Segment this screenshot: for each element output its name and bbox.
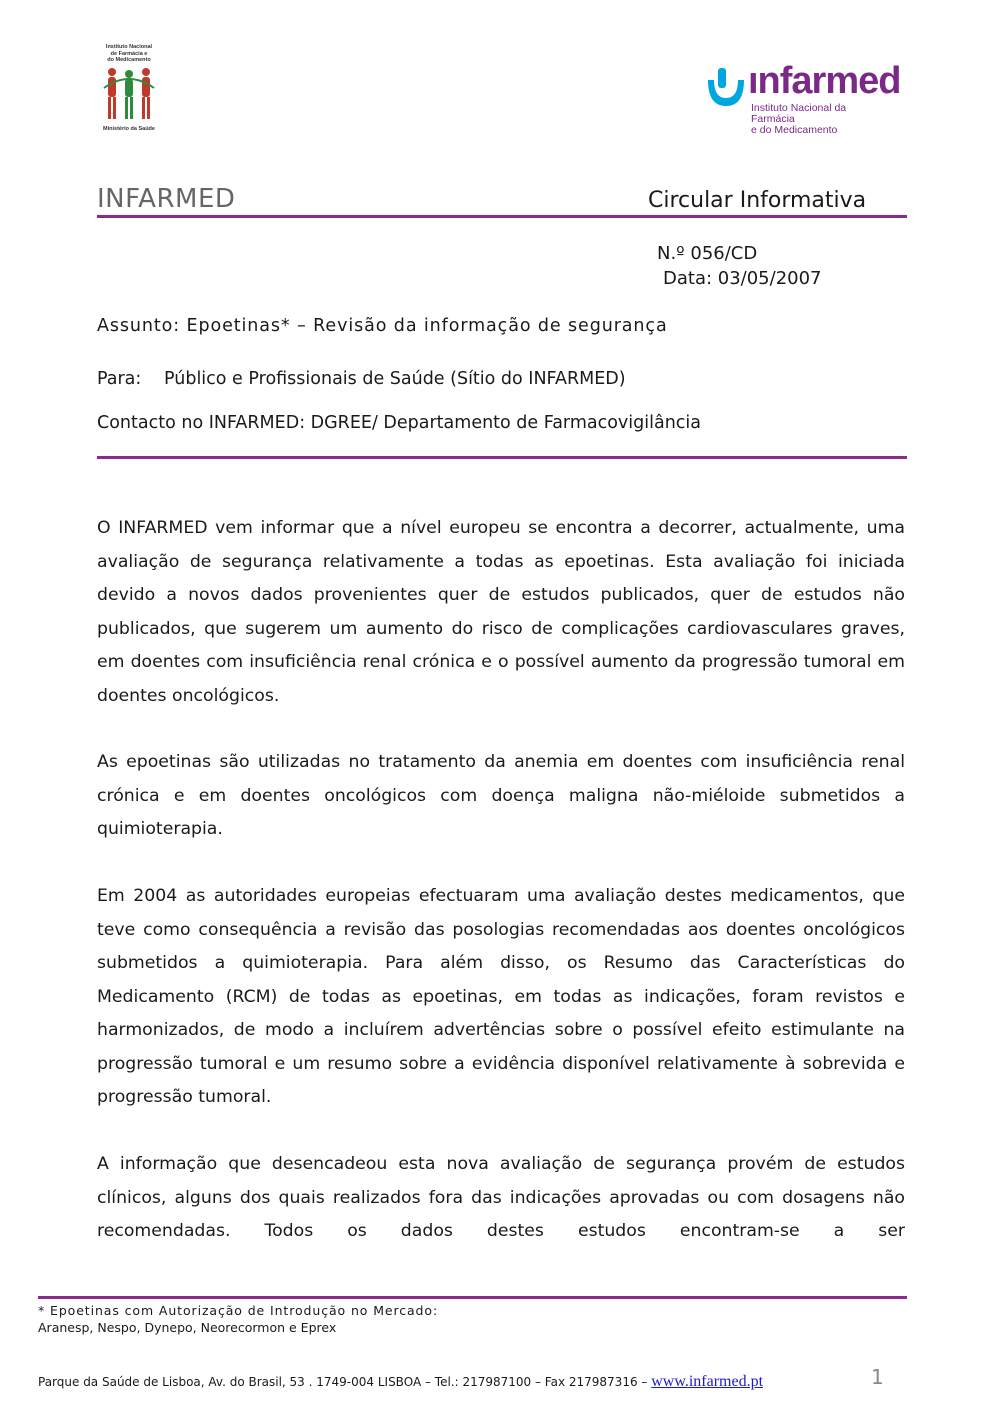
body-paragraph-4: A informação que desencadeou esta nova avaliação de segurança provém de estudos clínicos, alguns dos quais realizados fora das indicações aprovadas ou com dosagens não recomendadas. Todos os dados destes estudos encontram-se a ser	[97, 1154, 905, 1241]
header-organization: INFARMED	[97, 184, 236, 214]
brand-sub-line-2: e do Medicamento	[751, 124, 838, 136]
contact-line: Contacto no INFARMED: DGREE/ Departamento de Farmacovigilância	[97, 413, 701, 433]
recipients-label: Para:	[97, 369, 142, 389]
infarmed-drop-icon	[704, 66, 750, 114]
brand-wordmark: ınfarmed	[748, 60, 901, 102]
infarmed-logo	[704, 60, 901, 136]
footnote-rule	[38, 1296, 907, 1299]
recipients-value: Público e Profissionais de Saúde (Sítio do INFARMED)	[164, 369, 626, 389]
subject-line: Assunto: Epoetinas* – Revisão da informação de segurança	[97, 316, 668, 336]
circular-number: N.º 056/CD	[657, 243, 758, 264]
footnote-line-1: * Epoetinas com Autorização de Introdução no Mercado:	[38, 1303, 439, 1318]
seal-line-2: de Farmácia e	[110, 50, 148, 57]
header-rule	[97, 215, 907, 218]
page-number: 1	[871, 1365, 884, 1389]
brand-subtitle	[751, 103, 884, 136]
footer-address-text: Parque da Saúde de Lisboa, Av. do Brasil, 53 . 1749-004 LISBOA – Tel.: 217987100 – Fax 217987316 –	[38, 1375, 652, 1389]
body-paragraph-3: Em 2004 as autoridades europeias efectuaram uma avaliação destes medicamentos, que teve como consequência a revisão das posologias recomendadas aos doentes oncológicos submetidos a quimioterapia. Para além disso, os Resumo das Características do Medicamento (RCM) de todas as epoetinas, em todas as indicações, foram revistos e harmonizados, de modo a incluírem advertências sobre o possível efeito estimulante na progressão tumoral e um resumo sobre a evidência disponível relativamente à sobrevida e progressão tumoral.	[97, 886, 905, 1107]
circular-date: Data: 03/05/2007	[663, 268, 822, 289]
meta-rule	[97, 456, 907, 459]
header-document-type: Circular Informativa	[648, 188, 867, 213]
footer-address	[38, 1373, 763, 1391]
seal-bottom-text: Ministério da Saúde	[103, 126, 155, 132]
seal-line-1: Instituto Nacional	[105, 44, 153, 50]
seal-figures-icon	[100, 66, 158, 124]
footnote-line-2: Aranesp, Nespo, Dynepo, Neorecormon e Eprex	[38, 1320, 337, 1335]
body-paragraph-1: O INFARMED vem informar que a nível europeu se encontra a decorrer, actualmente, uma avaliação de segurança relativamente a todas as epoetinas. Esta avaliação foi iniciada devido a novos dados provenientes quer de estudos publicados, quer de estudos não publicados, que sugerem um aumento do risco de complicações cardiovasculares graves, em doentes com insuficiência renal crónica e o possível aumento da progressão tumoral em doentes oncológicos.	[97, 518, 905, 706]
body-paragraph-2: As epoetinas são utilizadas no tratamento da anemia em doentes com insuficiência renal crónica e em doentes oncológicos com doença maligna não-miéloide submetidos a quimioterapia.	[97, 752, 905, 839]
brand-sub-line-1: Instituto Nacional da Farmácia	[751, 102, 847, 125]
ministry-seal-logo	[96, 44, 162, 136]
website-link[interactable]: www.infarmed.pt	[651, 1373, 764, 1390]
seal-line-3: do Medicamento	[107, 57, 151, 63]
